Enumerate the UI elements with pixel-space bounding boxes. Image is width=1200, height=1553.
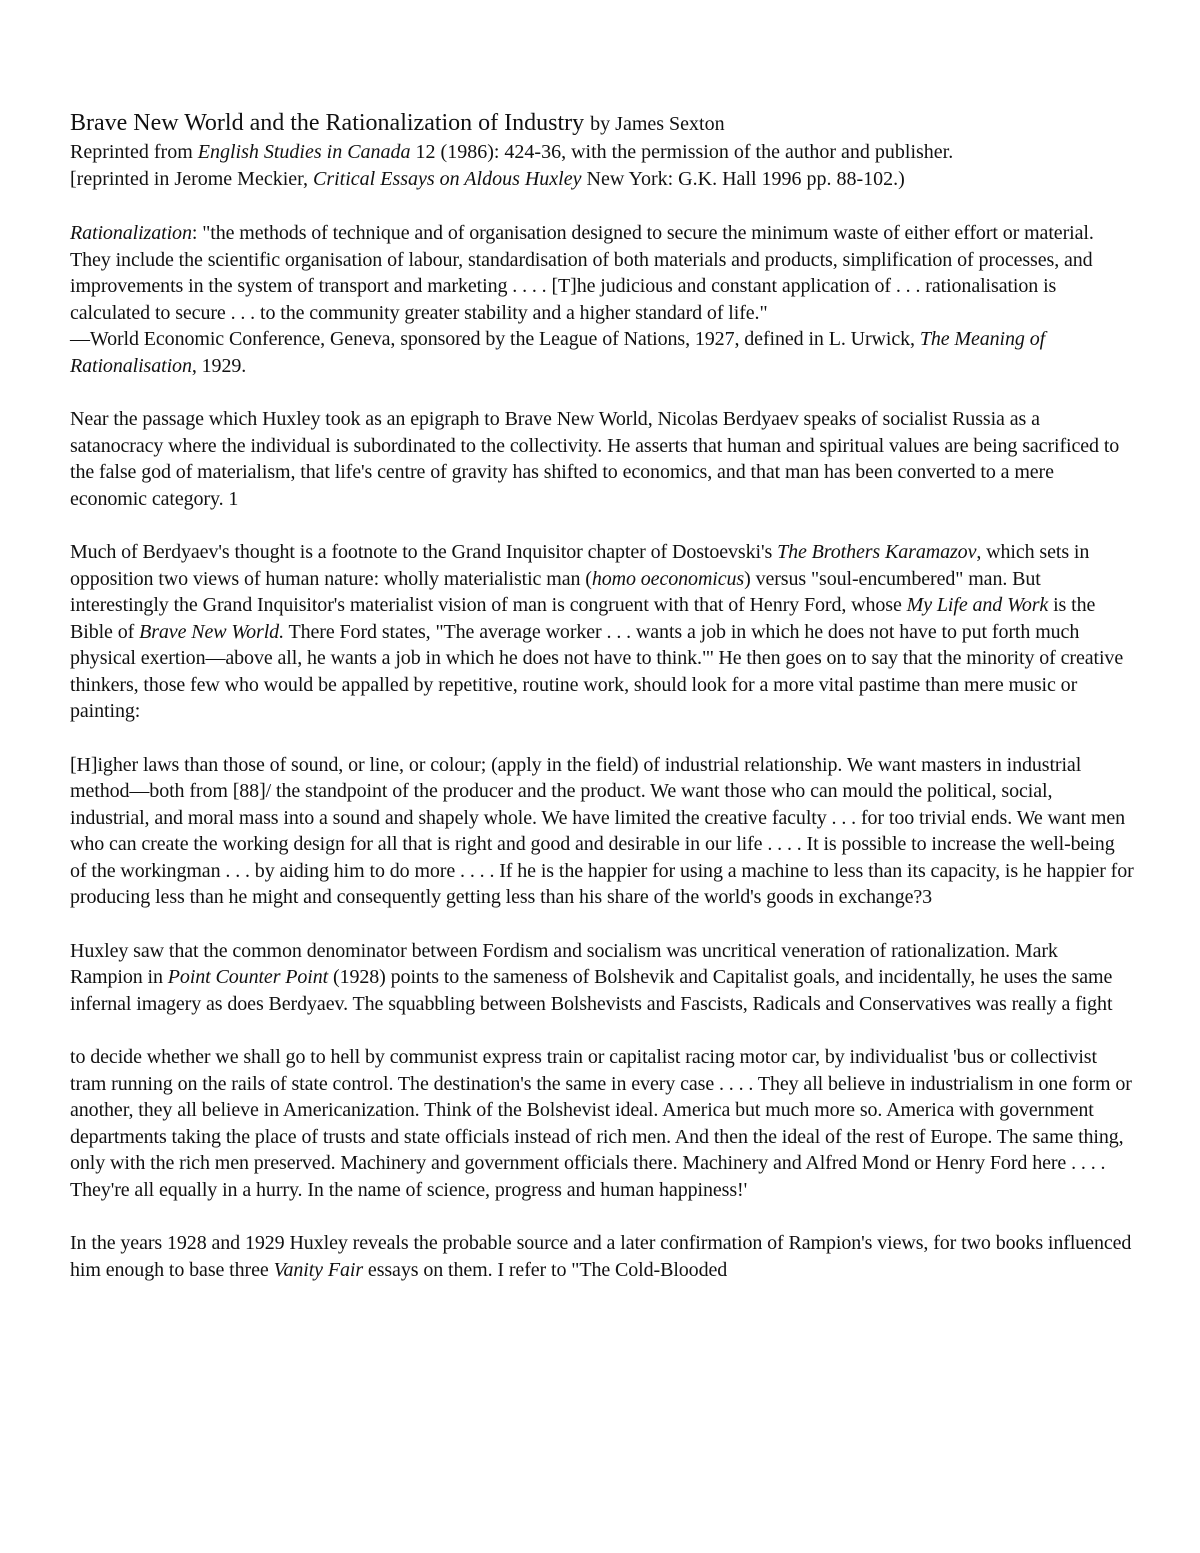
- paragraph-2: Much of Berdyaev's thought is a footnote to the Grand Inquisitor chapter of Dostoevski's The Brothers Karamazov, which sets in opposition two views of human nature: wholly materialistic man (homo oeconomicus) versus "soul-encumbered" man. But interestingly the Grand Inquisitor's materialist vision of man is congruent with that of Henry Ford, whose My Life and Work is the Bible of Brave New World. There Ford states, "The average worker . . . wants a job in which he does not have to put forth much physical exertion—above all, he wants a job in which he does not have to think."' He then goes on to say that the minority of creative thinkers, those few who would be appalled by repetitive, routine work, should look for a more vital pastime than mere music or painting:: [70, 541, 1124, 722]
- journal-title: English Studies in Canada: [197, 141, 411, 163]
- epigraph-definition: Rationalization: "the methods of technique and of organisation designed to secure the minimum waste of either effort or material. They include the scientific organisation of labour, standardisation of both materials and products, simplification of processes, and improvements in the system of transport and marketing . . . . [T]he judicious and constant application of . . . rationalisation is calculated to secure . . . to the community greater stability and a higher standard of life.": [70, 222, 1094, 324]
- title-line: [70, 108, 1135, 139]
- paragraph-1: Near the passage which Huxley took as an epigraph to Brave New World, Nicolas Berdyaev speaks of socialist Russia as a satanocracy where the individual is subordinated to the collectivity. He asserts that human and spiritual values are being sacrificed to the false god of materialism, that life's centre of gravity has shifted to economics, and that man has been converted to a mere economic category. 1: [70, 408, 1120, 510]
- block-quote-ford: [H]igher laws than those of sound, or line, or colour; (apply in the field) of industrial relationship. We want masters in industrial method—both from [88]/ the standpoint of the producer and the product. We want those who can mould the political, social, industrial, and moral mass into a sound and shapely whole. We have limited the creative faculty . . . for too trivial ends. We want men who can create the working design for all that is right and good and desirable in our life . . . . It is possible to increase the well-being of the workingman . . . by aiding him to do more . . . . If he is the happier for using a machine to less than its capacity, is he happier for producing less than he might and consequently getting less than his share of the world's goods in exchange?3: [70, 753, 1134, 908]
- spacer: [70, 193, 1135, 220]
- epigraph-source: —World Economic Conference, Geneva, sponsored by the League of Nations, 1927, defined in L. Urwick, The Meaning of Rationalisation, 1929.: [70, 328, 1046, 377]
- author-byline: by James Sexton: [590, 113, 725, 135]
- book-title: Critical Essays on Aldous Huxley: [313, 168, 582, 190]
- document-page: [70, 108, 1135, 1310]
- paragraph-4: In the years 1928 and 1929 Huxley reveals the probable source and a later confirmation of Rampion's views, for two books influenced him enough to base three Vanity Fair essays on them. I refer to "The Cold-Blooded: [70, 1232, 1132, 1281]
- page-title: Brave New World and the Rationalization of Industry: [70, 110, 585, 136]
- block-quote-rampion: to decide whether we shall go to hell by communist express train or capitalist racing motor car, by individualist 'bus or collectivist tram running on the rails of state control. The destination's the same in every case . . . . They all believe in industrialism in one form or another, they all believe in Americanization. Think of the Bolshevist ideal. America but much more so. America with government departments taking the place of trusts and state officials instead of rich men. And then the ideal of the rest of Europe. The same thing, only with the rich men preserved. Machinery and government officials there. Machinery and Alfred Mond or Henry Ford here . . . . They're all equally in a hurry. In the name of science, progress and human happiness!': [70, 1046, 1132, 1201]
- paragraph-3: Huxley saw that the common denominator between Fordism and socialism was uncritical veneration of rationalization. Mark Rampion in Point Counter Point (1928) points to the sameness of Bolshevik and Capitalist goals, and incidentally, he uses the same infernal imagery as does Berdyaev. The squabbling between Bolshevists and Fascists, Radicals and Conservatives was really a fight: [70, 939, 1113, 1015]
- epigraph-term: Rationalization: [70, 222, 192, 244]
- reprint-note: Reprinted from English Studies in Canada 12 (1986): 424-36, with the permission of the author and publisher.: [70, 141, 954, 163]
- reprint-note-2: [reprinted in Jerome Meckier, Critical Essays on Aldous Huxley New York: G.K. Hall 1996 pp. 88-102.): [70, 168, 905, 190]
